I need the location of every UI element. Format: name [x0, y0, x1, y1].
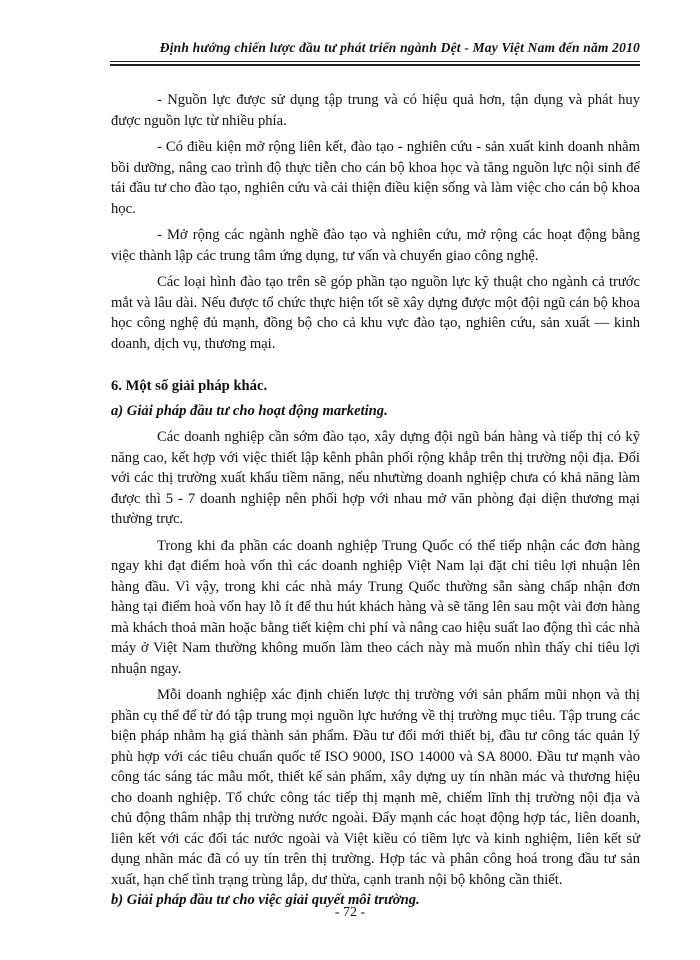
paragraph-bullet-3: - Mở rộng các ngành nghề đào tạo và nghiên cứu, mở rộng các hoạt động bằng việc thành lập các trung tâm ứng dụng, tư vấn và chuyển giao công nghệ. [111, 227, 640, 264]
paragraph-marketing-2: Trong khi đa phần các doanh nghiệp Trung Quốc có thể tiếp nhận các đơn hàng ngay khi đạt điểm hoà vốn thì các doanh nghiệp Việt Nam lại đặt chỉ tiêu lợi nhuận lên hàng đầu. Vì vậy, trong khi các nhà máy Trung Quốc thường sẵn sàng chấp nhận đơn hàng tại điểm hoà vốn hay lỗ ít để thu hút khách hàng và sẽ tăng lên sau một vài đơn hàng mà khách thoả mãn hoặc bằng tiết kiệm chi phí và nâng cao hiệu suất lao động thì các nhà máy ở Việt Nam thường không muốn làm theo cách này mà muốn nhìn thấy chỉ tiêu lợi nhuận ngay. [111, 537, 640, 677]
paragraph-bullet-1: - Nguồn lực được sử dụng tập trung và có hiệu quả hơn, tận dụng và phát huy được nguồn lực từ nhiều phía. [111, 92, 640, 129]
paragraph-marketing-3: Mỗi doanh nghiệp xác định chiến lược thị trường với sản phẩm mũi nhọn và thị phần cụ thể để từ đó tập trung mọi nguồn lực hướng về thị trường mục tiêu. Tập trung các biện pháp nhằm hạ giá thành sản phẩm. Đầu tư đổi mới thiết bị, đầu tư công tác quản lý phù hợp với các tiêu chuẩn quốc tế ISO 9000, ISO 14000 và SA 8000. Đầu tư mạnh vào công tác sáng tác mẫu mốt, thiết kế sản phẩm, xây dựng uy tín nhãn mác và thương hiệu cho doanh nghiệp. Tổ chức công tác tiếp thị mạnh mẽ, chiếm lĩnh thị trường nội địa và chủ động thâm nhập thị trường nước ngoài. Đẩy mạnh các hoạt động hợp tác, liên doanh, liên kết với các đối tác nước ngoài và Việt kiều có tiềm lực và kinh nghiệm, liên kết sử dụng nhãn mác đã có uy tín trên thị trường. Hợp tác và phân công hoá trong đầu tư sản xuất, hạn chế tình trạng trùng lắp, dư thừa, cạnh tranh nội bộ không cần thiết. [111, 687, 640, 888]
header-rule-thick [110, 64, 640, 66]
running-header: Định hướng chiến lược đầu tư phát triển ngành Dệt - May Việt Nam đến năm 2010 [159, 40, 640, 55]
paragraph-summary: Các loại hình đào tạo trên sẽ góp phần tạo nguồn lực kỹ thuật cho ngành cả trước mắt và lâu dài. Nếu được tổ chức thực hiện tốt sẽ xây dựng được một đội ngũ cán bộ khoa học công nghệ đủ mạnh, đồng bộ cho cả khu vực đào tạo, nghiên cứu, sản xuất — kinh doanh, dịch vụ, thương mại. [111, 274, 640, 352]
page-body [111, 90, 640, 917]
paragraph-bullet-2: - Có điều kiện mở rộng liên kết, đào tạo - nghiên cứu - sản xuất kinh doanh nhằm bồi dưỡng, nâng cao trình độ thực tiễn cho cán bộ khoa học và tăng nguồn lực nội sinh để tái đầu tư cho đào tạo, nghiên cứu và cải thiện điều kiện sống và làm việc cho cán bộ khoa học. [111, 139, 640, 217]
section-heading: 6. Một số giải pháp khác. [111, 378, 268, 394]
subsection-a-heading: a) Giải pháp đầu tư cho hoạt động marketing. [111, 402, 388, 419]
header-rule-thin [110, 61, 640, 62]
subsection-b-heading: b) Giải pháp đầu tư cho việc giải quyết môi trường. [111, 892, 420, 908]
page-number: - 72 - [334, 905, 366, 920]
paragraph-marketing-1: Các doanh nghiệp cần sớm đào tạo, xây dựng đội ngũ bán hàng và tiếp thị có kỹ năng cao, kết hợp với việc thiết lập kênh phân phối rộng khắp trên thị trường nội địa. Đối với các thị trường xuất khẩu tiềm năng, nếu nhưtừng doanh nghiệp chưa có khả năng làm được thì 5 - 7 doanh nghiệp nên phối hợp với nhau mở văn phòng đại diện thương mại thường trực. [111, 429, 640, 527]
